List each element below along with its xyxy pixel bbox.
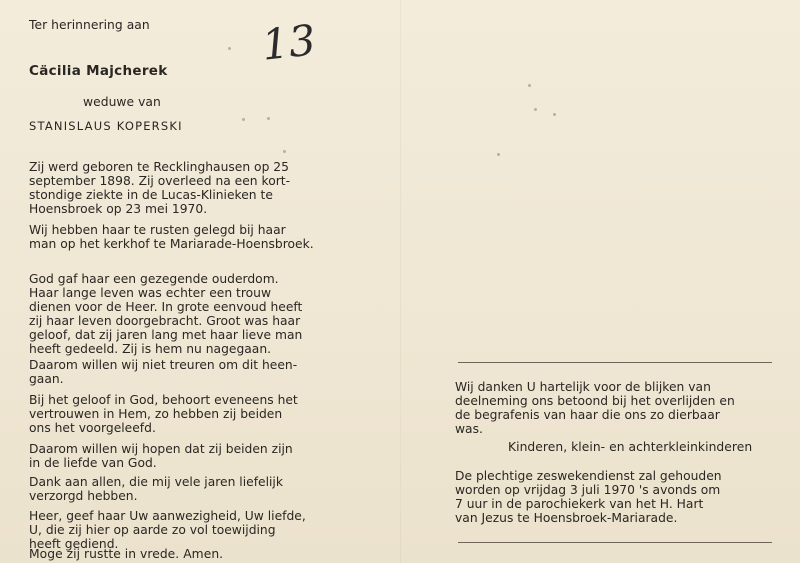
text-line: Daarom willen wij niet treuren om dit heen- [29, 358, 298, 372]
mass-paragraph [455, 469, 722, 525]
text-line: Wij hebben haar te rusten gelegd bij haar [29, 223, 286, 237]
family-signature: Kinderen, klein- en achterkleinkinderen [508, 440, 753, 454]
thanks-right-paragraph [455, 380, 735, 436]
burial-paragraph [29, 223, 314, 251]
text-line: De plechtige zeswekendienst zal gehouden [455, 469, 722, 483]
life-paragraph [29, 272, 302, 356]
text-line: Zij werd geboren te Recklinghausen op 25 [29, 160, 289, 174]
text-line: stondige ziekte in de Lucas-Klinieken te [29, 188, 273, 202]
paper-speck [283, 150, 286, 153]
bottom-divider [458, 542, 772, 543]
top-divider [458, 362, 772, 363]
text-line: U, die zij hier op aarde zo vol toewijding [29, 523, 276, 537]
text-line: God gaf haar een gezegende ouderdom. [29, 272, 279, 286]
text-line: 7 uur in de parochiekerk van het H. Hart [455, 497, 704, 511]
paper-speck [528, 84, 531, 87]
text-line: september 1898. Zij overleed na een kort- [29, 174, 291, 188]
text-line: deelneming ons betoond bij het overlijden en [455, 394, 735, 408]
widow-of-label: weduwe van [83, 95, 161, 109]
text-line: Hoensbroek op 23 mei 1970. [29, 202, 208, 216]
paper-speck [228, 47, 231, 50]
text-line: verzorgd hebben. [29, 489, 138, 503]
text-line: man op het kerkhof te Mariarade-Hoensbroek. [29, 237, 314, 251]
text-line: vertrouwen in Hem, zo hebben zij beiden [29, 407, 283, 421]
text-line: Haar lange leven was echter een trouw [29, 286, 272, 300]
paper-speck [553, 113, 556, 116]
no-mourning-paragraph [29, 358, 297, 386]
text-line: in de liefde van God. [29, 456, 157, 470]
paper-speck [267, 117, 270, 120]
text-line: Bij het geloof in God, behoort eveneens het [29, 393, 298, 407]
text-line: geloof, dat zij jaren lang met haar lieve man [29, 328, 303, 342]
closing-line: Moge zij rustte in vrede. Amen. [29, 547, 224, 561]
card-fold [400, 0, 401, 563]
husband-name: STANISLAUS KOPERSKI [29, 119, 183, 133]
paper-speck [497, 153, 500, 156]
birth-death-paragraph [29, 160, 290, 216]
faith-paragraph [29, 393, 298, 435]
text-line: Dank aan allen, die mij vele jaren liefelijk [29, 475, 283, 489]
handwritten-number: 13 [259, 15, 318, 70]
hope-paragraph [29, 442, 293, 470]
text-line: zij haar leven doorgebracht. Groot was haar [29, 314, 301, 328]
paper-speck [534, 108, 537, 111]
text-line: was. [455, 422, 483, 436]
paper-speck [242, 118, 245, 121]
prayer-paragraph [29, 509, 306, 551]
thanks-paragraph [29, 475, 283, 503]
text-line: gaan. [29, 372, 64, 386]
deceased-name: Cäcilia Majcherek [29, 63, 168, 79]
text-line: ons het voorgeleefd. [29, 421, 156, 435]
text-line: heeft gediend. [29, 537, 119, 551]
text-line: van Jezus te Hoensbroek-Mariarade. [455, 511, 678, 525]
text-line: Wij danken U hartelijk voor de blijken van [455, 380, 711, 394]
text-line: dienen voor de Heer. In grote eenvoud heeft [29, 300, 303, 314]
intro-text: Ter herinnering aan [29, 18, 150, 32]
text-line: heeft gedeeld. Zij is hem nu nagegaan. [29, 342, 272, 356]
text-line: de begrafenis van haar die ons zo dierbaar [455, 408, 720, 422]
text-line: worden op vrijdag 3 juli 1970 's avonds om [455, 483, 721, 497]
text-line: Daarom willen wij hopen dat zij beiden zijn [29, 442, 293, 456]
text-line: Heer, geef haar Uw aanwezigheid, Uw liefde, [29, 509, 306, 523]
